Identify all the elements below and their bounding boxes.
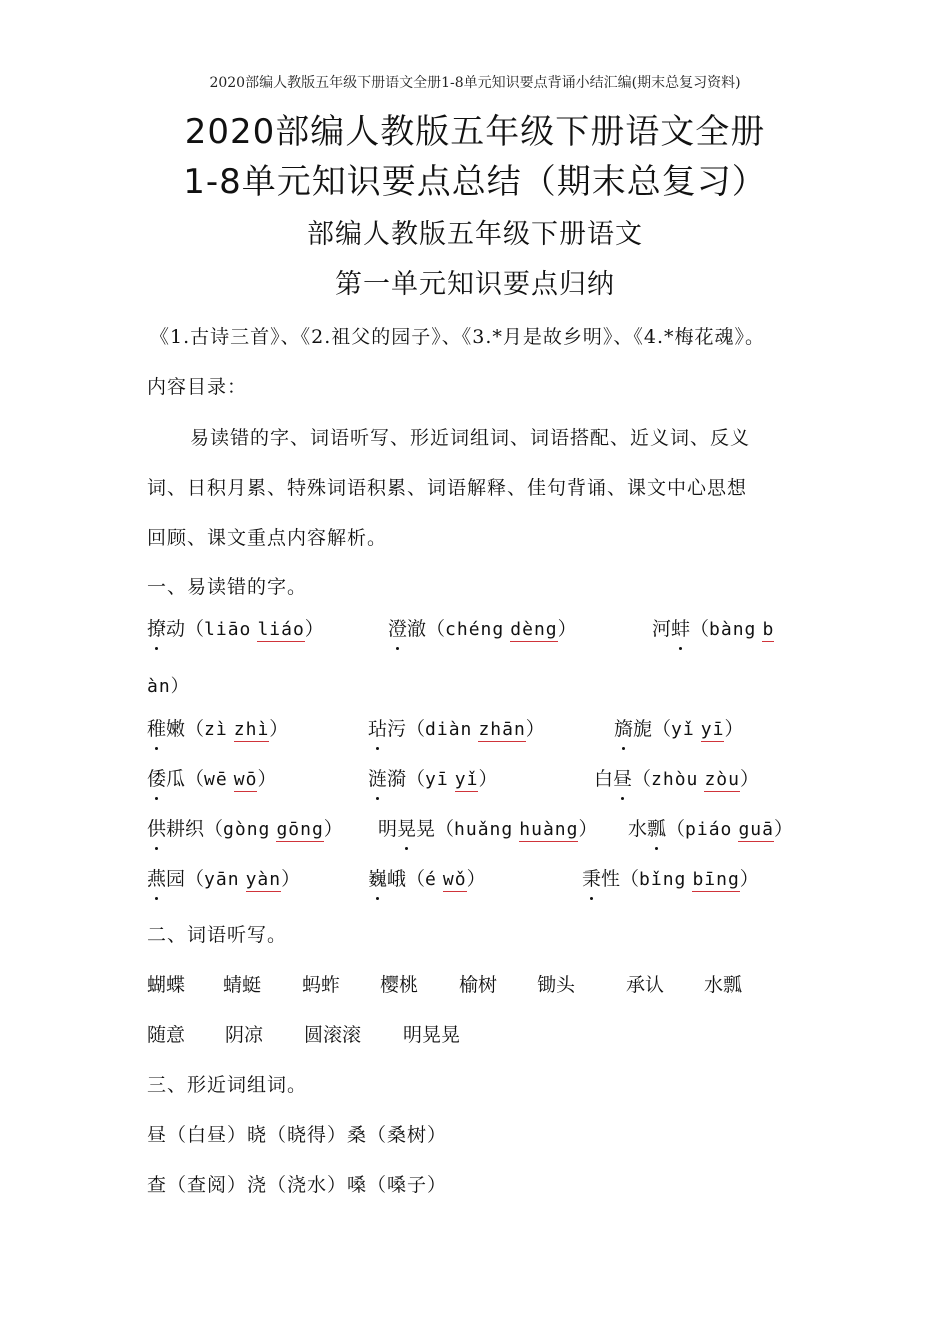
word-rest: 瓜（ bbox=[166, 768, 205, 790]
pronunciation-item bbox=[147, 614, 324, 641]
pinyin-option: wē bbox=[204, 769, 228, 790]
pronunciation-item bbox=[147, 714, 288, 741]
unit-subtitle-line2: 第一单元知识要点归纳 bbox=[335, 269, 615, 300]
word-rest: 动（ bbox=[166, 618, 205, 640]
dictation-word: 蜻蜓 bbox=[223, 974, 262, 996]
dotted-char: 涟 bbox=[368, 764, 387, 791]
close-paren: ） bbox=[739, 868, 759, 890]
word-rest: （ bbox=[666, 818, 686, 840]
close-paren: ） bbox=[739, 768, 759, 790]
section-heading-misread: 一、易读错的字。 bbox=[147, 576, 308, 598]
pinyin-option: yān bbox=[204, 869, 240, 890]
close-paren: ） bbox=[304, 618, 324, 640]
pronunciation-item bbox=[628, 814, 793, 841]
pinyin-option: bǐng bbox=[639, 869, 687, 890]
pinyin-option-underlined: yī bbox=[700, 719, 725, 740]
dotted-char: 燕 bbox=[147, 864, 166, 891]
pronunciation-item bbox=[594, 764, 759, 791]
dictation-word: 蚂蚱 bbox=[302, 974, 341, 996]
pinyin-option-underlined: yǐ bbox=[454, 769, 479, 790]
pronunciation-item bbox=[368, 864, 486, 891]
word-rest: 旎（ bbox=[633, 718, 672, 740]
dictation-word: 圆滚滚 bbox=[304, 1024, 362, 1046]
pinyin-option-underlined: wǒ bbox=[442, 869, 467, 890]
word-rest: 性（ bbox=[601, 868, 640, 890]
pinyin-option: liāo bbox=[204, 619, 252, 640]
dotted-char: 瓢 bbox=[647, 814, 666, 841]
dictation-word: 锄头 bbox=[537, 974, 576, 996]
close-paren: ） bbox=[466, 868, 486, 890]
pinyin-option-underlined: liáo bbox=[257, 619, 305, 640]
dotted-char: 澄 bbox=[388, 614, 407, 641]
close-paren: ） bbox=[525, 718, 545, 740]
document-title-line2: 1-8单元知识要点总结（期末总复习） bbox=[183, 162, 767, 202]
contents-line-1: 易读错的字、词语听写、形近词组词、词语搭配、近义词、反义 bbox=[190, 427, 751, 449]
pronunciation-item bbox=[368, 764, 497, 791]
close-paren: ） bbox=[578, 818, 598, 840]
close-paren: ） bbox=[323, 818, 343, 840]
close-paren: ） bbox=[269, 718, 289, 740]
pinyin-option-underlined: zhì bbox=[233, 719, 270, 740]
pronunciation-item bbox=[368, 714, 545, 741]
dotted-char: 撩 bbox=[147, 614, 166, 641]
dictation-word: 随意 bbox=[147, 1024, 186, 1046]
section-heading-dictation: 二、词语听写。 bbox=[147, 924, 288, 946]
word-char: 白 bbox=[594, 768, 614, 790]
pronunciation-wrap: àn） bbox=[147, 676, 190, 697]
word-char: 水 bbox=[628, 818, 648, 840]
contents-line-2: 词、日积月累、特殊词语积累、词语解释、佳句背诵、课文中心思想 bbox=[147, 477, 748, 499]
lesson-list: 《1.古诗三首》、《2.祖父的园子》、《3.*月是故乡明》、《4.*梅花魂》。 bbox=[150, 326, 766, 348]
running-header: 2020部编人教版五年级下册语文全册1-8单元知识要点背诵小结汇编(期末总复习资料) bbox=[209, 75, 741, 91]
dotted-char: 巍 bbox=[368, 864, 387, 891]
close-paren: ） bbox=[773, 818, 793, 840]
word-rest: （ bbox=[632, 768, 652, 790]
pronunciation-item bbox=[147, 764, 276, 791]
pinyin-option-underlined: dèng bbox=[510, 619, 558, 640]
contents-label: 内容目录： bbox=[147, 376, 248, 398]
dotted-char: 秉 bbox=[582, 864, 601, 891]
word-char: 明 bbox=[378, 818, 398, 840]
unit-subtitle-line1: 部编人教版五年级下册语文 bbox=[307, 219, 643, 250]
dotted-char: 供 bbox=[147, 814, 166, 841]
word-rest: 峨（ bbox=[387, 868, 426, 890]
dictation-word: 樱桃 bbox=[380, 974, 419, 996]
close-paren: ） bbox=[281, 868, 301, 890]
pinyin-option: chéng bbox=[445, 619, 505, 640]
close-paren: ） bbox=[724, 718, 744, 740]
pinyin-option-underlined: bīng bbox=[692, 869, 740, 890]
word-rest: 晃（ bbox=[416, 818, 455, 840]
pinyin-option-underlined: zhān bbox=[478, 719, 526, 740]
word-rest: 澈（ bbox=[407, 618, 446, 640]
pronunciation-item bbox=[388, 614, 577, 641]
pinyin-option-underlined: guā bbox=[738, 819, 774, 840]
contents-line-3: 回顾、课文重点内容解析。 bbox=[147, 527, 388, 549]
pinyin-option-underlined: huàng bbox=[519, 819, 579, 840]
word-char: 河 bbox=[652, 618, 672, 640]
dotted-char: 晃 bbox=[397, 814, 416, 841]
pinyin-option: yǐ bbox=[671, 719, 695, 740]
pronunciation-item bbox=[147, 864, 300, 891]
dictation-word: 明晃晃 bbox=[403, 1024, 461, 1046]
pinyin-option: zì bbox=[204, 719, 228, 740]
pinyin-option: zhòu bbox=[651, 769, 699, 790]
similar-words-line-2: 查（查阅）浇（浇水）嗓（嗓子） bbox=[147, 1174, 448, 1196]
pronunciation-item bbox=[147, 814, 343, 841]
pinyin-option: yī bbox=[425, 769, 449, 790]
dotted-char: 玷 bbox=[368, 714, 387, 741]
pinyin-option-underlined: b bbox=[762, 619, 775, 640]
word-rest: （ bbox=[690, 618, 710, 640]
dictation-word: 承认 bbox=[626, 974, 665, 996]
dotted-char: 稚 bbox=[147, 714, 166, 741]
dictation-word: 水瓢 bbox=[704, 974, 743, 996]
word-rest: 嫩（ bbox=[166, 718, 205, 740]
pinyin-option-underlined: gōng bbox=[276, 819, 324, 840]
pronunciation-item bbox=[652, 614, 774, 641]
pronunciation-item bbox=[614, 714, 743, 741]
pronunciation-item bbox=[378, 814, 597, 841]
word-rest: 园（ bbox=[166, 868, 205, 890]
close-paren: ） bbox=[257, 768, 277, 790]
close-paren: ） bbox=[557, 618, 577, 640]
dotted-char: 旖 bbox=[614, 714, 633, 741]
document-title-line1: 2020部编人教版五年级下册语文全册 bbox=[184, 112, 766, 152]
section-heading-similar: 三、形近词组词。 bbox=[147, 1074, 308, 1096]
dotted-char: 蚌 bbox=[671, 614, 690, 641]
dictation-word: 榆树 bbox=[459, 974, 498, 996]
dotted-char: 昼 bbox=[613, 764, 632, 791]
pinyin-option: diàn bbox=[425, 719, 473, 740]
pinyin-option-underlined: zòu bbox=[704, 769, 740, 790]
pinyin-option-underlined: yàn bbox=[245, 869, 282, 890]
pinyin-option: é bbox=[425, 869, 437, 890]
pinyin-option: huǎng bbox=[454, 819, 514, 840]
pinyin-option: gòng bbox=[223, 819, 271, 840]
close-paren: ） bbox=[478, 768, 498, 790]
word-rest: 污（ bbox=[387, 718, 426, 740]
dictation-word: 阴凉 bbox=[225, 1024, 264, 1046]
dotted-char: 倭 bbox=[147, 764, 166, 791]
dictation-word: 蝴蝶 bbox=[147, 974, 186, 996]
similar-words-line-1: 昼（白昼）晓（晓得）桑（桑树） bbox=[147, 1124, 448, 1146]
word-rest: 耕织（ bbox=[166, 818, 224, 840]
pinyin-option: bàng bbox=[709, 619, 757, 640]
pronunciation-item bbox=[582, 864, 759, 891]
word-rest: 漪（ bbox=[387, 768, 426, 790]
pinyin-option: piáo bbox=[685, 819, 733, 840]
pinyin-option-underlined: wō bbox=[233, 769, 258, 790]
